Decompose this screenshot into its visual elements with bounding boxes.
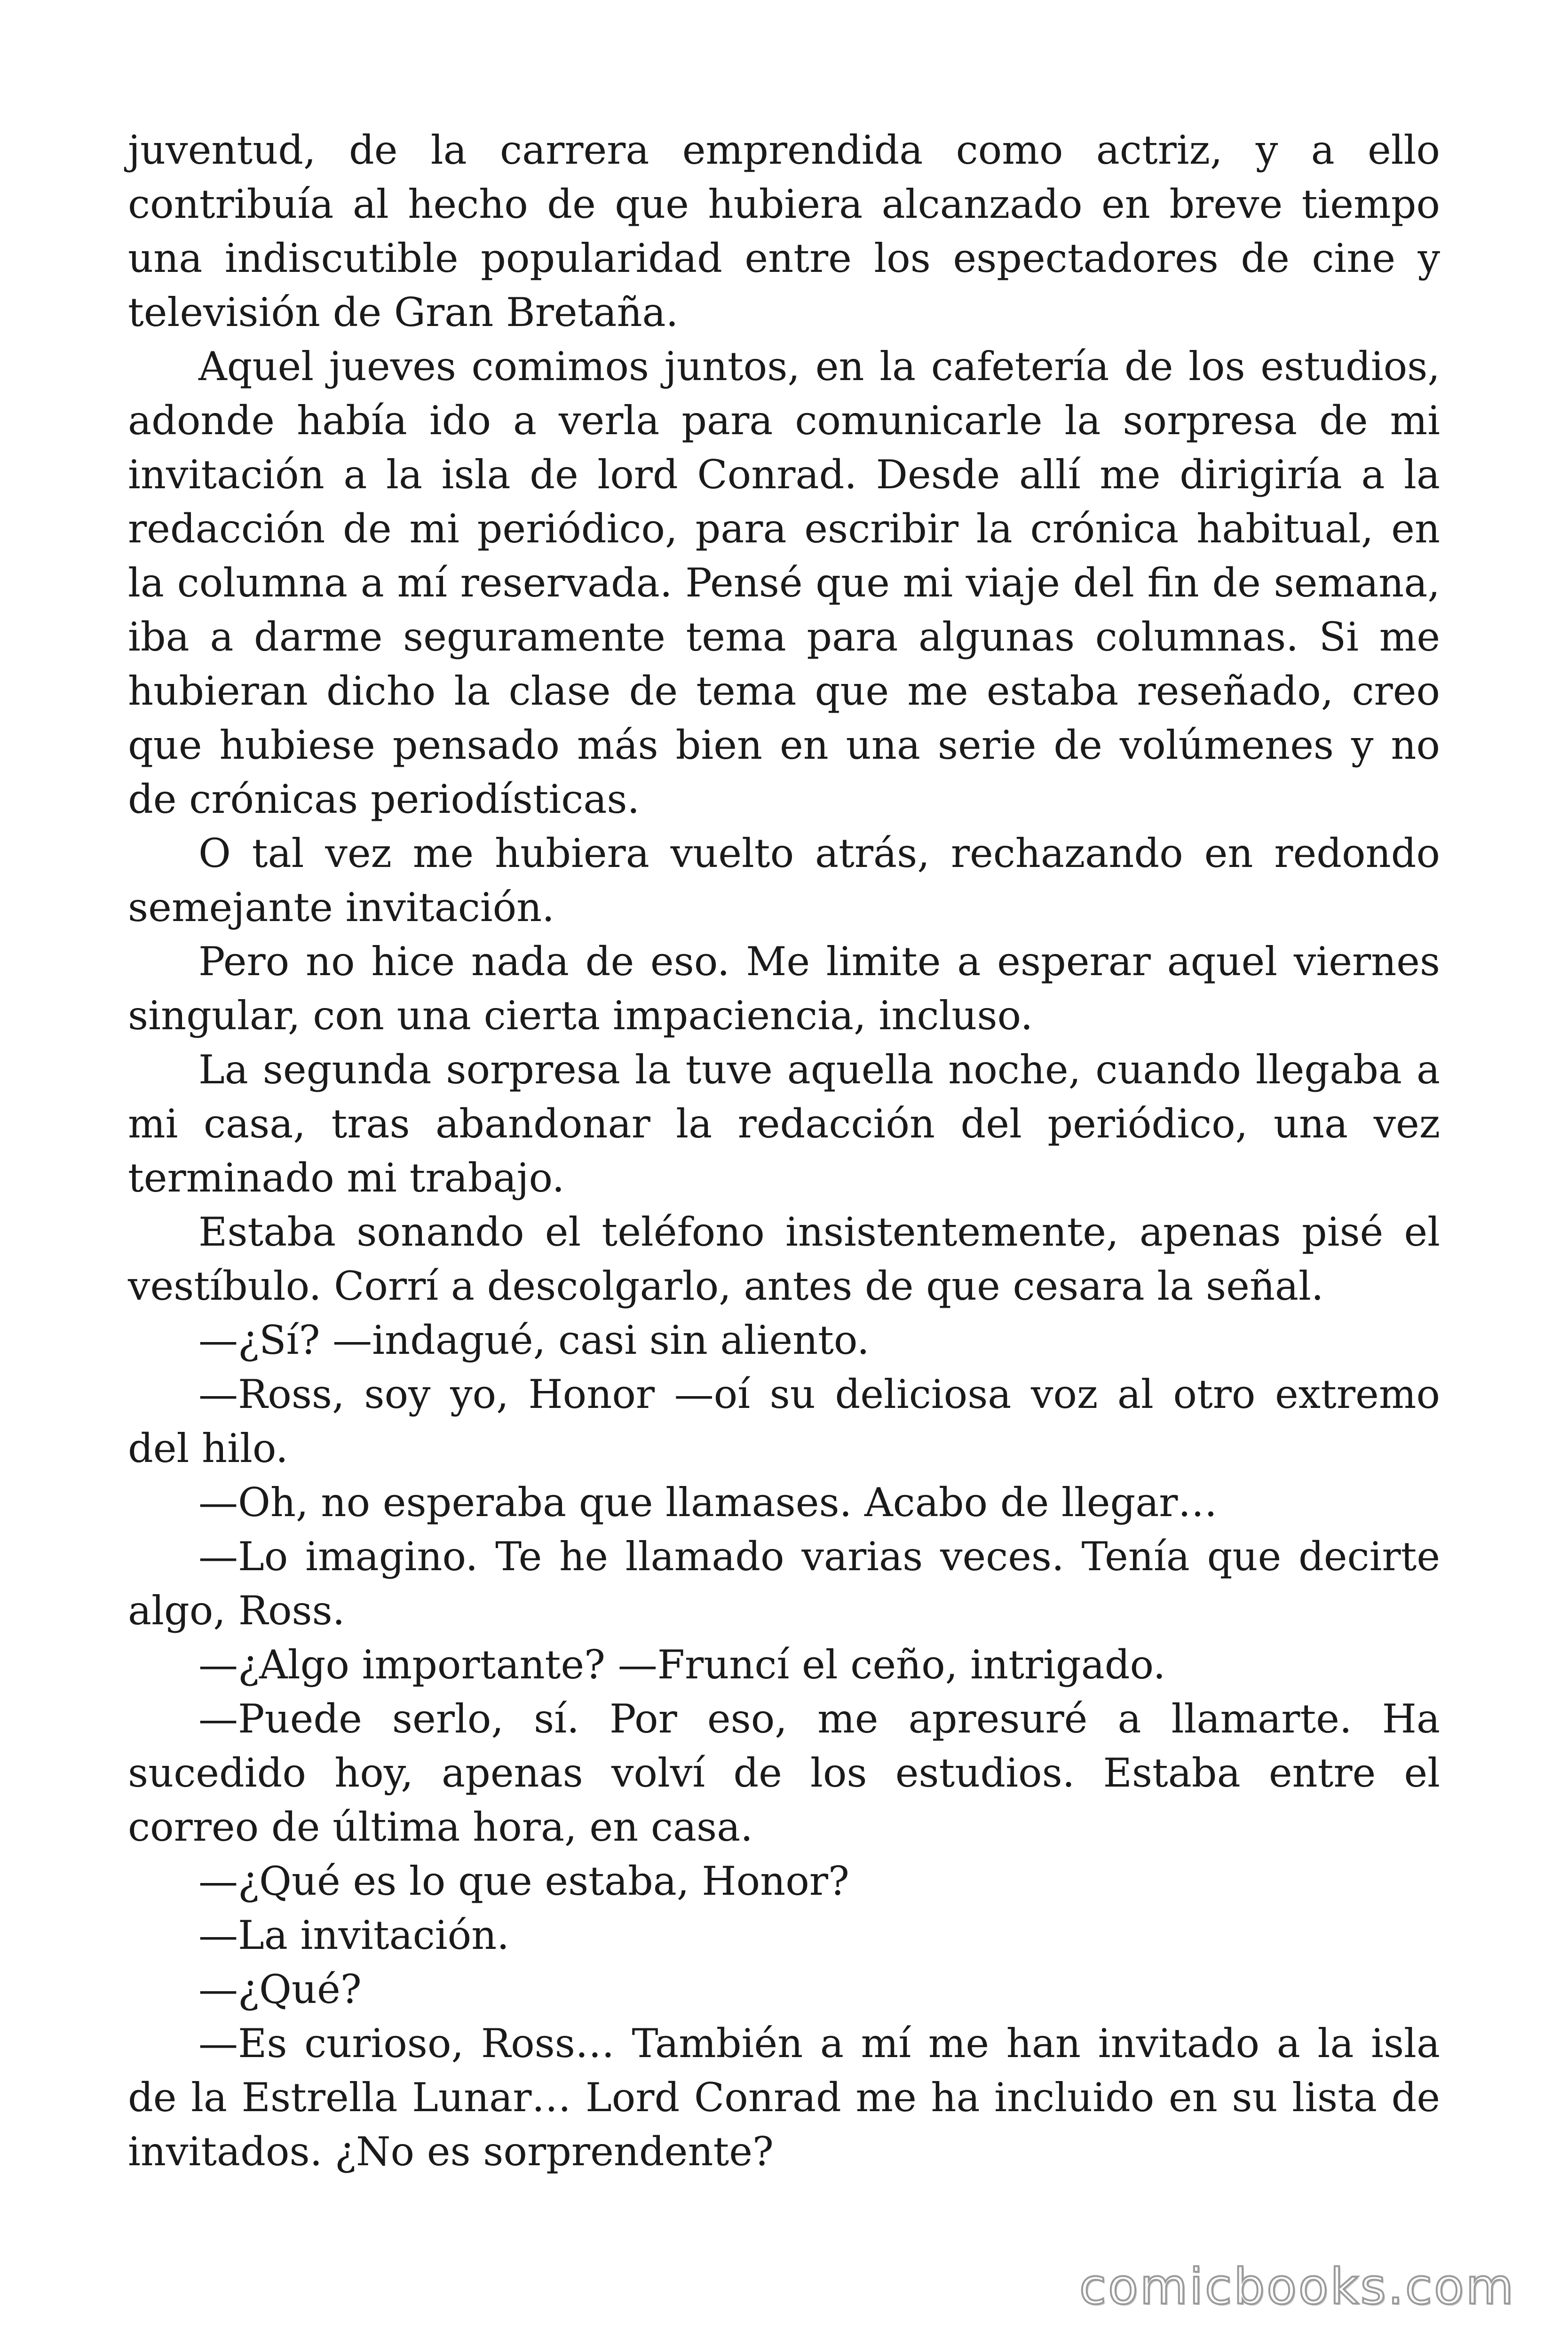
page-body bbox=[128, 123, 1440, 2179]
paragraph: Pero no hice nada de eso. Me limite a esperar aquel viernes singular, con una cierta impaciencia, incluso. bbox=[128, 938, 1440, 1039]
dialogue-line: —La invitación. bbox=[198, 1912, 509, 1958]
dialogue-line: —Es curioso, Ross… También a mí me han invitado a la isla de la Estrella Lunar… Lord Conrad me ha incluido en su lista de invitados. ¿No es sorprendente? bbox=[128, 2020, 1440, 2175]
dialogue-line: —Lo imagino. Te he llamado varias veces. Tenía que decirte algo, Ross. bbox=[128, 1534, 1440, 1634]
dialogue-line: —Puede serlo, sí. Por eso, me apresuré a llamarte. Ha sucedido hoy, apenas volví de los estudios. Estaba entre el correo de última hora, en casa. bbox=[128, 1696, 1440, 1850]
dialogue-line: —¿Qué? bbox=[198, 1966, 362, 2012]
paragraph: La segunda sorpresa la tuve aquella noche, cuando llegaba a mi casa, tras abandonar la redacción del periódico, una vez terminado mi trabajo. bbox=[128, 1047, 1440, 1201]
paragraph: O tal vez me hubiera vuelto atrás, rechazando en redondo semejante invitación. bbox=[128, 830, 1440, 930]
paragraph: Estaba sonando el teléfono insistentemente, apenas pisé el vestíbulo. Corrí a descolgarlo, antes de que cesara la señal. bbox=[128, 1209, 1440, 1309]
dialogue-line: —¿Algo importante? —Fruncí el ceño, intrigado. bbox=[198, 1642, 1166, 1688]
watermark: comicbooks.com bbox=[1079, 2258, 1515, 2315]
dialogue-line: —Oh, no esperaba que llamases. Acabo de llegar… bbox=[198, 1479, 1218, 1526]
paragraph: Aquel jueves comimos juntos, en la cafetería de los estudios, adonde había ido a verla para comunicarle la sorpresa de mi invitación a la isla de lord Conrad. Desde allí me dirigiría a la redacción de mi periódico, para escribir la crónica habitual, en la columna a mí reservada. Pensé que mi viaje del fin de semana, iba a darme seguramente tema para algunas columnas. Si me hubieran dicho la clase de tema que me estaba reseñado, creo que hubiese pensado más bien en una serie de volúmenes y no de crónicas periodísticas. bbox=[128, 343, 1440, 822]
dialogue-line: —Ross, soy yo, Honor —oí su deliciosa voz al otro extremo del hilo. bbox=[128, 1371, 1440, 1471]
paragraph: juventud, de la carrera emprendida como actriz, y a ello contribuía al hecho de que hubiera alcanzado en breve tiempo una indiscutible popularidad entre los espectadores de cine y televisión de Gran Bretaña. bbox=[128, 127, 1440, 335]
dialogue-line: —¿Qué es lo que estaba, Honor? bbox=[198, 1858, 849, 1904]
dialogue-line: —¿Sí? —indagué, casi sin aliento. bbox=[198, 1317, 870, 1363]
